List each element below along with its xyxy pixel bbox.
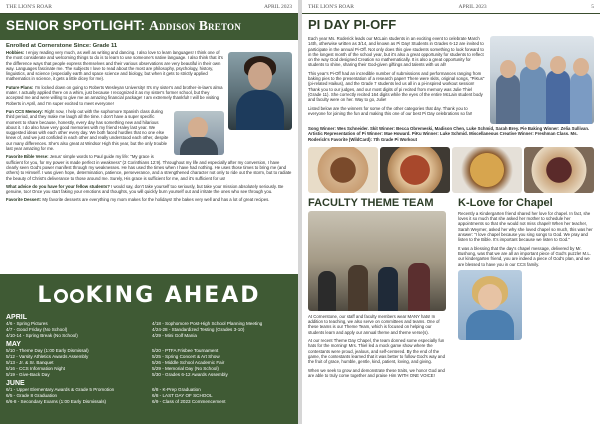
spotlight-paragraph: Favorite Dessert: My favorite desserts are everything my mom makes for the holidays! She bakes very well and has a lot of great recipes.: [6, 197, 270, 203]
pie-photo: [380, 147, 450, 193]
chapel-title: K-Love for Chapel: [458, 196, 553, 209]
event-item: 6/9 - Class of 2023 Commencement: [152, 399, 226, 404]
event-item: 4/29 - Mini Golf Mania: [152, 333, 197, 338]
spotlight-photo-2: [174, 111, 224, 155]
lower-sections: [302, 195, 600, 381]
spotlight-label: SENIOR SPOTLIGHT:: [6, 18, 146, 33]
faculty-paragraph: At our recent Theme Day Chapel, the team donned some especially fun hats for the morning! Mrs. Thiel led a mock game show where the contestants were proud, jealous, and self-centered. By the end of the game, the contestants learned that it was better to follow God's way and the fruit of grace, humble, gentle, kind, patient, loving, and giving.: [308, 338, 445, 365]
faculty-paragraph: When we seek to grow and demonstrate these traits, we honor God and are able to truly come together and praise Him WITH ONE VOICE!: [308, 367, 445, 378]
spotlight-paragraph: What advice do you have for your fellow students? I would say, don't take yourself too seriously, but take your mission absolutely seriously. Be genuine, too! Once you start faking your emotions and thoughts, you will quickly burn yourself out and irritate the ones who see through you.: [6, 183, 284, 195]
spotlight-banner: [0, 14, 298, 40]
looking-ahead-section: [0, 274, 298, 424]
faculty-paragraph: At Cornerstone, our staff and faculty members wear MANY hats! In addition to teaching, we also serve on committees and teams. One of these teams is our Theme Team, which is focused on helping our students learn and apply our annual theme and theme verse(s).: [308, 313, 440, 335]
chapel-paragraph: Recently a Kindergarten friend shared her love for chapel. In fact, she loves it so much that she asked her mother to schedule her appointments so that she would not miss chapel! When her teacher, Sarah Weymer, asked her why she loved chapel so much, this was her answer: "I love chapel because you sing songs to God. We pray and listen to the Bible. It's important because we listen to God.": [458, 210, 593, 243]
events-right-column: [152, 312, 292, 405]
pi-day-paragraph: Each year Ms. Roderick leads our McLain students in an exciting event to celebrate March 14th, otherwise written as 3/14, and known as Pi Day! Students in Grades 6-12 are invited to participate in the annual Pi-Off. Not only does this give students something to look forward to in the longest month of the school year, but it's also a great opportunity for students to reflect on the way God designed Creation so mathematically. It is also a great opportunity for students to shine, sharing their God-given giftings and talents with us all!: [308, 36, 484, 68]
event-item: 5/16 - CCS Information Night: [6, 366, 65, 371]
right-header-title: THE LION'S ROAR: [308, 3, 354, 10]
event-item: 4/6 - Spring Pictures: [6, 321, 48, 326]
pie-photo: [524, 147, 594, 193]
event-item: 6/1 - Upper Elementary Awards & Grade 5 Promotion: [6, 387, 115, 392]
pie-photo: [452, 147, 522, 193]
faculty-section: [302, 195, 452, 381]
eye-icon: [70, 289, 84, 303]
event-item: 6/5 - Grade 8 Graduation: [6, 393, 58, 398]
event-item: 5/13 - Jr. & Sr. Banquet: [6, 360, 54, 365]
event-item: 6/8 - LAST DAY OF SCHOOL: [152, 393, 213, 398]
event-item: 4/24-28 - Standardized Testing (Grades 3-10): [152, 327, 245, 332]
chapel-body: [452, 211, 600, 267]
pi-day-photo: [490, 36, 594, 124]
faculty-body: [302, 314, 452, 378]
chapel-section: [452, 195, 600, 381]
left-header-date: APRIL 2023: [263, 3, 292, 10]
event-item: 4/18 - Sophomore Post-High School Planning Meeting: [152, 321, 263, 326]
event-item: 6/8 - K-Prep Graduation: [152, 387, 201, 392]
pie-photos: [302, 145, 600, 195]
spotlight-photo: [228, 52, 292, 130]
eye-icon: [54, 289, 68, 303]
pi-day-body: [302, 36, 600, 142]
chapel-paragraph: It was a blessing that the day's chapel message, delivered by Mr. Bushong, was that we are all an important piece of God's puzzle! M.L. our kindergarten friend, you are indeed a piece of God's plan, and we are blessed to have you in our CCS family.: [458, 245, 591, 267]
left-header-title: THE LION'S ROAR: [6, 3, 52, 10]
event-item: 5/29 - Memorial Day (No School): [152, 366, 219, 371]
left-header: [0, 0, 298, 14]
right-header-date: APRIL 2023: [458, 3, 487, 10]
spotlight-paragraph: Future Plans: I'm locked down on going to Roberts Wesleyan University! It's my sister's and brother-in-law's alma mater. I actually applied there on a whim, just because I recognized it as my sister's former school, but they accepted me and were willing to give me an amazing financial package! I am extremely thankful! I will be visiting Roberts in April, and I'm super excited to meet everyone!: [6, 84, 223, 106]
left-page: [0, 0, 298, 424]
pi-day-paragraph: Listed below are the winners for some of the other categories that day. Thank you to everyone for joining the fun and making this one of our best Pi Day celebrations so far!: [308, 105, 473, 116]
event-item: 5/12 - Varsity Athletics Awards Assembly: [6, 354, 89, 359]
month-heading: MAY: [6, 341, 21, 348]
event-item: 4/7 - Good Friday (No School): [6, 327, 68, 332]
faculty-title: FACULTY THEME TEAM: [308, 196, 434, 209]
event-item: 5/10 - Theme Day (1:00 Early Dismissal): [6, 348, 89, 353]
faculty-photo: [308, 211, 446, 311]
pi-day-paragraph: This year's Pi-Off had an incredible number of submissions and performances ranging from baking pies to the presentation of a research paper! There were skits, original songs, "PiKus" (pi-related Haikus), and the Grade 7 students led us all in a pi-inspired workout session! Thank you to our judges, and our most digits of pi recited from memory was Julie Thiel (Grade 11). She correctly recited 164 digits while the eyes of the entire McLain student body and faculty were on her. Way to go, Julie!: [308, 70, 485, 103]
event-item: 5/26 - Middle School Academic Fair: [152, 360, 225, 365]
spotlight-enrolled: Enrolled at Cornerstone Since: Grade 11: [6, 43, 118, 49]
spotlight-paragraph: Favorite Bible Verse: Jesus' simple words to Paul guide my life: "My grace is sufficient for you, for my power is made perfect in weakness" (2 Corinthians 12:9). Throughout my life and especially after my conversion, I have clearly seen God's power manifest through my weaknesses. He has used the times when I have had nothing. He uses those times to bring me (and others) to Himself. I was given hope, determination, patience, perseverance, and a strengthened character not only to ride out the storm, but to radiate the beauty of Christ's deliverance to those around me. Surely, His grace is sufficient for me, and it's sufficient for us!: [6, 154, 292, 181]
pie-photo: [308, 147, 378, 193]
pi-day-winners: Song Winner: Wes Schneider. Skit Winner: Becca Obremeski, Madison Chen, Luke Schmid, Sarah Brey. Pie Baking Winner: Zelia Sullivan. Artistic Representation of Pi Winner: Mae Howard. PiKu Winner: Luke Schmid. Miscellaneous Creative Winner: Freshman Class. Ms. Roderick's Favorite (WildCard): 7th Grade Pi Workout: [308, 126, 590, 142]
event-item: 4/10-14 - Spring Break (No School): [6, 333, 78, 338]
event-item: 5/20 - PTFA Frisbee Tournament: [152, 348, 219, 353]
right-header: [302, 0, 600, 14]
spotlight-paragraph: Hobbies: I enjoy reading very much, as well as writing and dancing. I also love to learn languages! I think one of the most considerate and welcoming things to do is to learn to use someone's native language. I also think that it's the difference ways that people express themselves and their various observations are very beautiful in their own way. Languages fascinate me. The subjects I love to read about the most are philosophy, psychology, history, linguistics, and science (especially earth and space science and biology, but when it gets to strictly applied mathematics in science, it gets a little dicey for me).: [6, 50, 223, 82]
spotlight-body: [0, 50, 298, 203]
month-heading: JUNE: [6, 380, 25, 387]
looking-ahead-title: L KING AHEAD: [37, 283, 261, 308]
event-item: 5/25 - Spring Concert & Art Show: [152, 354, 220, 359]
page-number: 5: [591, 3, 594, 10]
event-item: 5/30 - Grades 6-12 Awards Assembly: [152, 372, 228, 377]
spotlight-name: Addison Breton: [149, 18, 241, 33]
event-item: 6/6-8 - Secondary Exams (1:00 Early Dismissals): [6, 399, 107, 404]
events-columns: [6, 312, 292, 405]
month-heading: APRIL: [6, 314, 27, 321]
chapel-photo: [458, 270, 522, 340]
spotlight-paragraph: Fun CCS Memory: Right now, I help out with the sophomore Spanish class during third period, and they make me laugh all the time. I don't have a super specific moment to share because, honestly, every day has something new and hilarious about it. I do also have very good memories with my friend Haley last year. We suggested ideas with each other every day. We both faced hurdles that no one else knew of, and we just confided in each other and really understood each other, despite our many differences. She's also great at Windsor High this year, but the only trouble last year amazing for me.: [6, 108, 169, 152]
events-left-column: [6, 312, 146, 405]
pi-day-title: PI DAY PI-OFF: [308, 17, 397, 32]
right-page: [302, 0, 600, 424]
event-item: 5/19 - Give-Back Day: [6, 372, 50, 377]
